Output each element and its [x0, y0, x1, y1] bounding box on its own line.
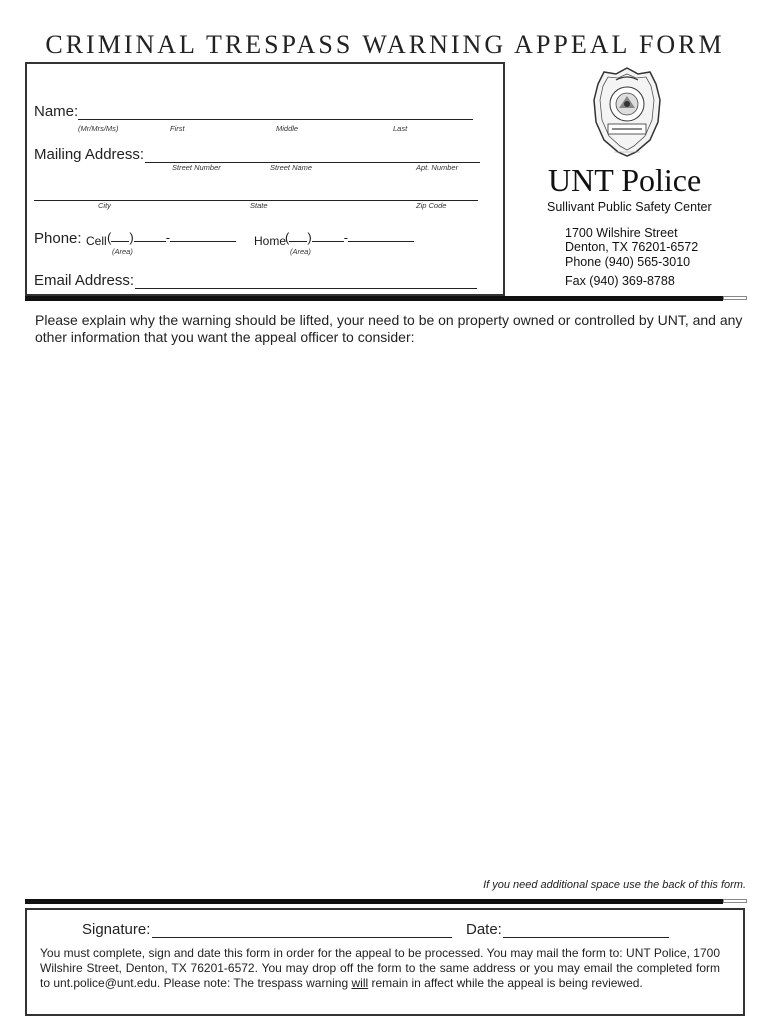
signature-field[interactable] [152, 923, 452, 938]
agency-name: UNT Police [548, 162, 702, 198]
police-badge-icon [592, 66, 662, 158]
name-caption-middle: Middle [276, 124, 299, 133]
agency-fax: Fax (940) 369-8788 [565, 274, 675, 288]
section-divider-bottom [25, 899, 723, 904]
cell-phone-field[interactable]: ( ) - [107, 230, 236, 245]
home-label: Home [254, 234, 287, 248]
phone-label: Phone: [34, 230, 82, 247]
instructions-text: You must complete, sign and date this form in order for the appeal to be processed. You may mail the form to: UNT Police, 1700 Wilshire Street, Denton, TX 76201-6572. You may drop off the form to the same address or you may email the completed form to unt.police@unt.edu. Please note: The trespass warning [40, 946, 720, 990]
name-caption-title: (Mr/Mrs/Ms) [78, 124, 119, 133]
name-label: Name: [34, 103, 79, 120]
explanation-area[interactable] [30, 350, 745, 870]
cell-area-caption: (Area) [112, 247, 133, 256]
signature-label: Signature: [82, 921, 151, 938]
caption-state: State [250, 201, 268, 210]
caption-city: City [98, 201, 111, 210]
email-address-field[interactable] [135, 274, 477, 289]
agency-street: 1700 Wilshire Street [565, 226, 678, 240]
home-phone-field[interactable]: ( ) - [285, 230, 414, 245]
mailing-address-field[interactable] [145, 148, 480, 163]
caption-street-number: Street Number [172, 163, 221, 172]
date-label: Date: [466, 921, 502, 938]
additional-space-note: If you need additional space use the back of this form. [483, 879, 746, 891]
city-state-zip-field[interactable] [34, 188, 478, 201]
section-divider-top [25, 296, 723, 301]
section-divider-bottom-end [723, 899, 747, 903]
mailing-address-label: Mailing Address: [34, 146, 145, 163]
submission-instructions [40, 946, 720, 991]
form-title: CRIMINAL TRESPASS WARNING APPEAL FORM [45, 30, 725, 59]
name-caption-last: Last [393, 124, 408, 133]
instructions-text-end: remain in affect while the appeal is being reviewed. [368, 976, 643, 990]
caption-zip-code: Zip Code [416, 201, 447, 210]
section-divider-top-end [723, 296, 747, 300]
home-area-caption: (Area) [290, 247, 311, 256]
instructions-emphasis: will [351, 976, 369, 990]
cell-label: Cell [86, 234, 107, 248]
explanation-prompt: Please explain why the warning should be lifted, your need to be on property owned or controlled by UNT, and any other information that you want the appeal officer to consider: [35, 312, 743, 345]
date-field[interactable] [503, 923, 669, 938]
caption-street-name: Street Name [270, 163, 313, 172]
agency-phone: Phone (940) 565-3010 [565, 255, 691, 269]
agency-center: Sullivant Public Safety Center [547, 200, 712, 214]
name-caption-first: First [170, 124, 185, 133]
name-field[interactable] [78, 105, 473, 120]
agency-city: Denton, TX 76201-6572 [565, 240, 699, 254]
email-address-label: Email Address: [34, 272, 135, 289]
applicant-info-box [25, 62, 505, 296]
caption-apt-number: Apt. Number [416, 163, 459, 172]
